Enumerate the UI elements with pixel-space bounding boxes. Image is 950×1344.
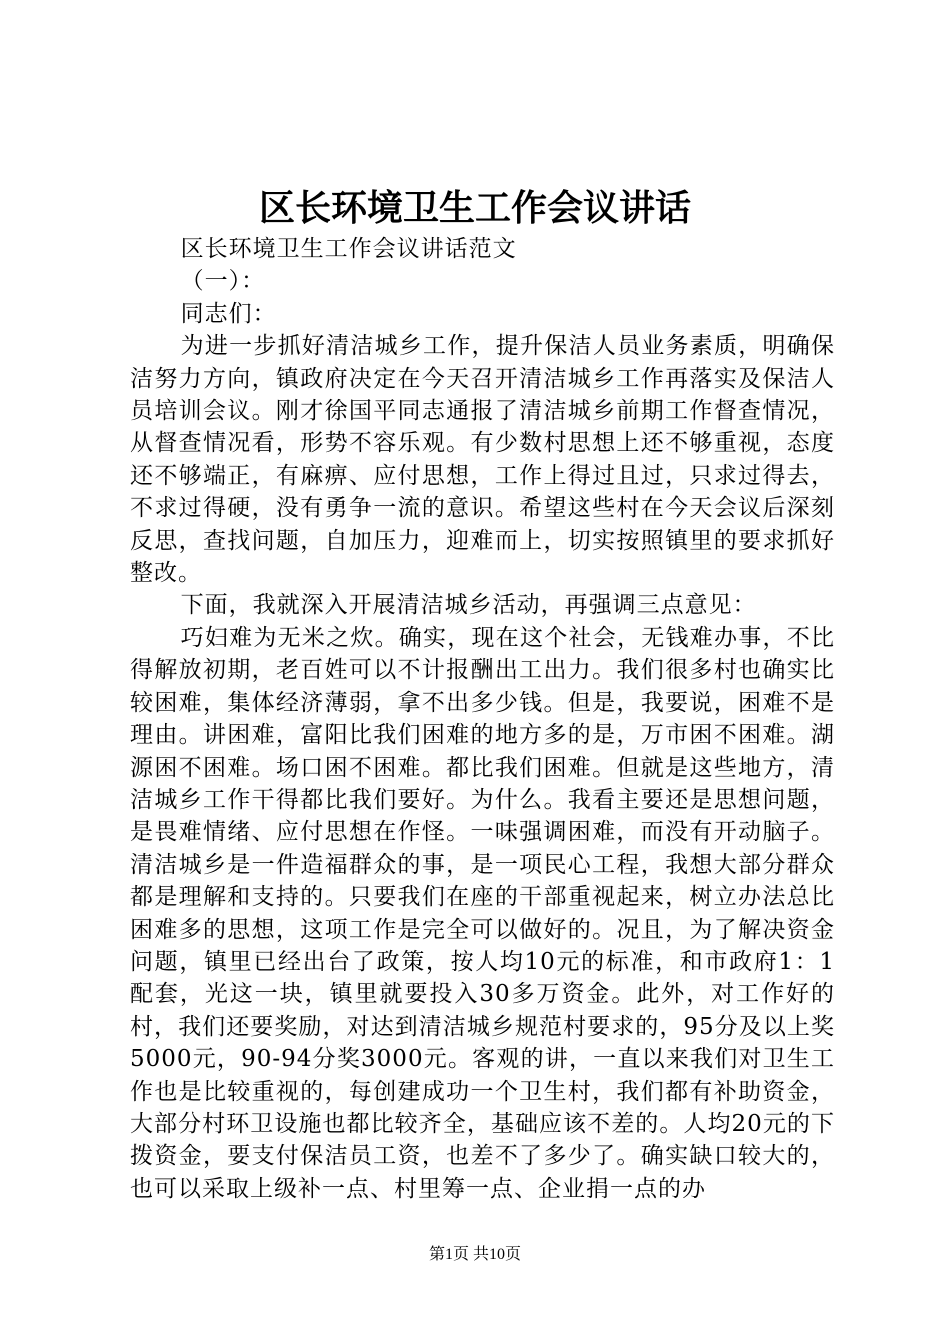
- section-number: （一）：: [180, 268, 266, 295]
- body-paragraph: 为进一步抓好清洁城乡工作，提升保洁人员业务素质，明确保洁努力方向，镇政府决定在今天召开清洁城乡工作再落实及保洁人员培训会议。刚才徐国平同志通报了清洁城乡前期工作督查情况，从督查情况看，形势不容乐观。有少数村思想上还不够重视，态度还不够端正，有麻痹、应付思想，工作上得过且过，只求过得去，不求过得硬，没有勇争一流的意识。希望这些村在今天会议后深刻反思，查找问题，自加压力，迎难而上，切实按照镇里的要求抓好整改。: [130, 333, 835, 587]
- body-paragraph: 巧妇难为无米之炊。确实，现在这个社会，无钱难办事，不比得解放初期，老百姓可以不计报酬出工出力。我们很多村也确实比较困难，集体经济薄弱，拿不出多少钱。但是，我要说，困难不是理由。讲困难，富阳比我们困难的地方多的是，万市困不困难。湖源困不困难。场口困不困难。都比我们困难。但就是这些地方，清洁城乡工作干得都比我们要好。为什么。我看主要还是思想问题，是畏难情绪、应付思想在作怪。一味强调困难，而没有开动脑子。清洁城乡是一件造福群众的事，是一项民心工程，我想大部分群众都是理解和支持的。只要我们在座的干部重视起来，树立办法总比困难多的思想，这项工作是完全可以做好的。况且，为了解决资金问题，镇里已经出台了政策，按人均10元的标准，和市政府1：1配套，光这一块，镇里就要投入30多万资金。此外，对工作好的村，我们还要奖励，对达到清洁城乡规范村要求的，95分及以上奖5000元，90-94分奖3000元。客观的讲，一直以来我们对卫生工作也是比较重视的，每创建成功一个卫生村，我们都有补助资金，大部分村环卫设施也都比较齐全，基础应该不差的。人均20元的下拨资金，要支付保洁员工资，也差不了多少了。确实缺口较大的，也可以采取上级补一点、村里筹一点、企业捐一点的办: [130, 624, 835, 1202]
- page-footer: 第1页 共10页: [428, 1246, 521, 1263]
- salutation: 同志们：: [180, 300, 277, 327]
- document-body: [130, 233, 835, 1205]
- document-title: 区长环境卫生工作会议讲话: [258, 187, 691, 229]
- body-paragraph: 下面，我就深入开展清洁城乡活动，再强调三点意见：: [180, 592, 757, 619]
- subtitle-paragraph: 区长环境卫生工作会议讲话范文: [180, 236, 517, 262]
